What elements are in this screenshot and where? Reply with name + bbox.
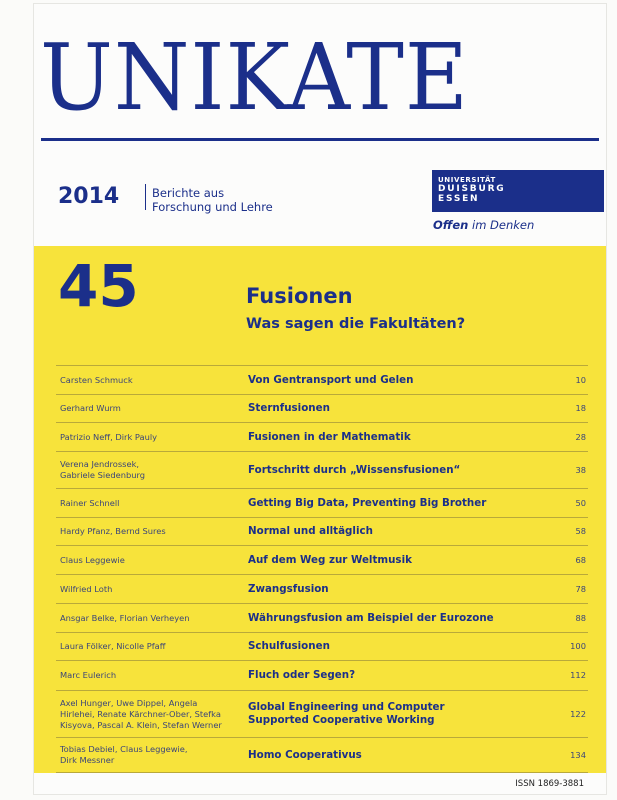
issue-theme: Fusionen: [246, 284, 353, 308]
toc-row: [56, 737, 588, 773]
toc-authors: [60, 432, 157, 443]
toc-author-line: Verena Jendrossek,: [60, 459, 140, 469]
toc-title-line: Global Engineering und Computer: [248, 701, 445, 713]
issue-theme-subtitle: Was sagen die Fakultäten?: [246, 316, 466, 332]
toc-row: [56, 422, 588, 451]
university-logo: [432, 170, 604, 212]
toc-title-line: Schulfusionen: [248, 640, 330, 652]
toc-title-line: Homo Cooperativus: [248, 749, 362, 761]
toc-authors: [60, 498, 119, 509]
toc-title-line: Zwangsfusion: [248, 583, 329, 595]
university-slogan: [433, 218, 534, 232]
toc-article-title: [248, 749, 362, 762]
toc-author-line: Laura Fölker, Nicolle Pfaff: [60, 641, 166, 651]
toc-authors: [60, 584, 112, 595]
toc-author-line: Gerhard Wurm: [60, 403, 121, 413]
toc-authors: [60, 641, 165, 652]
toc-title-line: Fusionen in der Mathematik: [248, 431, 411, 443]
toc-article-title: [248, 669, 355, 682]
issn: ISSN 1869-3881: [515, 779, 584, 789]
toc-title-line: Fortschritt durch „Wissensfusionen“: [248, 464, 461, 476]
slogan-rest: im Denken: [468, 218, 535, 232]
toc-article-title: [248, 497, 486, 510]
toc-authors: [60, 744, 188, 766]
toc-row: [56, 517, 588, 545]
toc-authors: [60, 375, 133, 386]
toc-author-line: Rainer Schnell: [60, 498, 120, 508]
toc-authors: [60, 403, 121, 414]
toc-row: [56, 394, 588, 422]
subtitle-line-2: Forschung und Lehre: [152, 200, 273, 214]
toc-article-title: [248, 612, 494, 625]
toc-title-line: Supported Cooperative Working: [248, 714, 435, 726]
toc-page-number: 58: [575, 526, 586, 536]
toc-page-number: 122: [570, 709, 586, 719]
issue-number: 45: [58, 252, 139, 320]
toc-page-number: 100: [570, 641, 586, 651]
toc-author-line: Gabriele Siedenburg: [60, 470, 146, 480]
slogan-bold: Offen: [433, 218, 469, 232]
toc-authors: [60, 670, 116, 681]
magazine-title: UNIKATE: [40, 24, 469, 131]
toc-row: [56, 365, 588, 394]
toc-title-line: Von Gentransport und Gelen: [248, 374, 414, 386]
toc-author-line: Patrizio Neff, Dirk Pauly: [60, 432, 158, 442]
toc-page-number: 50: [575, 498, 586, 508]
toc-title-line: Sternfusionen: [248, 402, 330, 414]
toc-title-line: Auf dem Weg zur Weltmusik: [248, 554, 412, 566]
toc-authors: [60, 698, 222, 731]
title-rule: [41, 138, 599, 141]
toc-row: [56, 488, 588, 517]
toc-row: [56, 660, 588, 690]
toc-article-title: [248, 640, 330, 653]
toc-author-line: Dirk Messner: [60, 755, 115, 765]
toc-authors: [60, 555, 125, 566]
toc-page-number: 88: [575, 613, 586, 623]
toc-author-line: Ansgar Belke, Florian Verheyen: [60, 613, 190, 623]
university-logo-line-2: DUISBURG: [438, 184, 506, 194]
toc-author-line: Tobias Debiel, Claus Leggewie,: [60, 744, 188, 754]
toc-title-line: Normal und alltäglich: [248, 525, 373, 537]
toc-title-line: Getting Big Data, Preventing Big Brother: [248, 497, 487, 509]
toc-article-title: [248, 583, 329, 596]
toc-page-number: 38: [575, 465, 586, 475]
toc-author-line: Axel Hunger, Uwe Dippel, Angela: [60, 698, 198, 708]
toc-row: [56, 690, 588, 737]
toc-article-title: [248, 402, 330, 415]
university-logo-line-3: ESSEN: [438, 194, 480, 204]
toc-page-number: 68: [575, 555, 586, 565]
toc-page-number: 134: [570, 750, 586, 760]
contents-panel: [34, 246, 606, 773]
toc-authors: [60, 459, 145, 481]
toc-authors: [60, 613, 190, 624]
toc-article-title: [248, 554, 412, 567]
year-divider: [145, 184, 146, 210]
toc-title-line: Währungsfusion am Beispiel der Eurozone: [248, 612, 494, 624]
toc-row: [56, 632, 588, 660]
toc-authors: [60, 526, 166, 537]
toc-article-title: [248, 525, 373, 538]
toc-page-number: 10: [575, 375, 586, 385]
toc-author-line: Hirlehei, Renate Kärchner-Ober, Stefka: [60, 709, 221, 719]
toc-article-title: [248, 374, 414, 387]
magazine-subtitle: [152, 186, 273, 214]
year: 2014: [58, 184, 120, 209]
toc-author-line: Carsten Schmuck: [60, 375, 133, 385]
toc-author-line: Wilfried Loth: [60, 584, 113, 594]
table-of-contents: [56, 365, 588, 773]
toc-author-line: Hardy Pfanz, Bernd Sures: [60, 526, 166, 536]
toc-row: [56, 574, 588, 603]
toc-article-title: [248, 701, 445, 727]
toc-author-line: Kisyova, Pascal A. Klein, Stefan Werner: [60, 720, 222, 730]
toc-title-line: Fluch oder Segen?: [248, 669, 356, 681]
subtitle-line-1: Berichte aus: [152, 186, 225, 200]
toc-author-line: Claus Leggewie: [60, 555, 125, 565]
toc-page-number: 78: [575, 584, 586, 594]
toc-row: [56, 545, 588, 574]
magazine-cover: [34, 4, 606, 794]
university-logo-line-1: UNIVERSITÄT: [438, 176, 496, 184]
toc-page-number: 18: [575, 403, 586, 413]
toc-article-title: [248, 464, 460, 477]
toc-page-number: 28: [575, 432, 586, 442]
toc-author-line: Marc Eulerich: [60, 670, 117, 680]
toc-row: [56, 451, 588, 488]
toc-page-number: 112: [570, 670, 586, 680]
toc-article-title: [248, 431, 411, 444]
toc-row: [56, 603, 588, 632]
